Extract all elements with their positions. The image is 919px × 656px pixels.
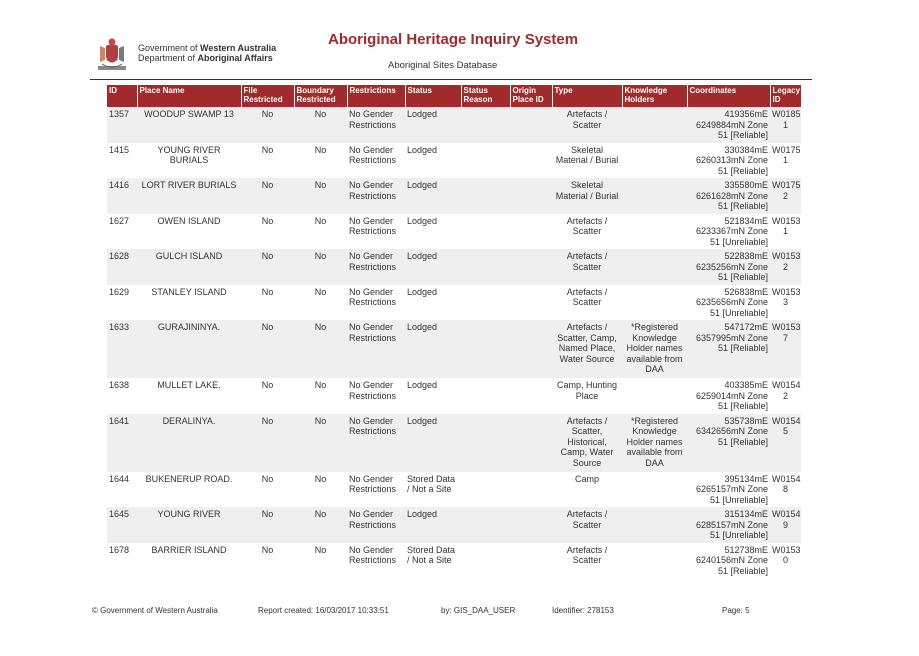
cell-status: Lodged <box>405 107 461 143</box>
cell-type: Skeletal Material / Burial <box>552 178 622 214</box>
cell-status: Stored Data / Not a Site <box>407 544 456 565</box>
cell-type: Artefacts / Scatter <box>566 286 608 307</box>
column-header: Coordinates <box>687 85 770 107</box>
cell-legacy-id: W0153 1 <box>772 215 801 236</box>
cell-file-restricted: No <box>241 107 294 143</box>
cell-type: Artefacts / Scatter <box>566 215 608 236</box>
footer-copyright: © Government of Western Australia <box>92 606 218 615</box>
cell-status-reason <box>461 414 510 472</box>
cell-id: 1638 <box>109 380 130 390</box>
cell-place-name: OWEN ISLAND <box>157 215 221 226</box>
column-header: Restrictions <box>347 85 405 107</box>
table-row <box>107 378 801 414</box>
cell-legacy-id: W0185 1 <box>770 107 801 143</box>
cell-place-name: MULLET LAKE. <box>157 380 221 390</box>
cell-type: Skeletal Material / Burial <box>555 144 619 165</box>
column-header: Status <box>405 85 461 107</box>
cell-file-restricted: No <box>261 215 274 226</box>
cell-knowledge-holders <box>622 143 687 179</box>
table-row <box>107 178 801 214</box>
cell-restrictions: No Gender Restrictions <box>349 144 397 165</box>
cell-place-name: YOUNG RIVER <box>137 507 241 543</box>
cell-origin-place-id <box>510 320 552 378</box>
cell-restrictions: No Gender Restrictions <box>347 414 405 472</box>
cell-legacy-id: W0154 2 <box>772 380 801 401</box>
cell-legacy-id: W0153 2 <box>770 249 801 285</box>
cell-boundary-restricted: No <box>294 414 347 472</box>
cell-status: Lodged <box>405 178 461 214</box>
cell-knowledge-holders <box>622 249 687 285</box>
column-header: Status Reason <box>461 85 510 107</box>
column-header: Boundary Restricted <box>294 85 347 107</box>
cell-status: Lodged <box>405 414 461 472</box>
cell-origin-place-id <box>510 414 552 472</box>
cell-file-restricted: No <box>241 414 294 472</box>
cell-id: 1357 <box>107 107 137 143</box>
cell-restrictions: No Gender Restrictions <box>349 380 397 401</box>
footer-identifier: Identifier: 278153 <box>552 606 614 615</box>
cell-boundary-restricted: No <box>314 544 327 555</box>
cell-restrictions: No Gender Restrictions <box>347 507 405 543</box>
cell-file-restricted: No <box>241 249 294 285</box>
cell-place-name: BARRIER ISLAND <box>151 544 227 555</box>
page-subtitle: Aboriginal Sites Database <box>388 60 498 71</box>
column-header: Place Name <box>137 85 241 107</box>
cell-file-restricted: No <box>261 544 274 555</box>
cell-coordinates: 512738mE 6240156mN Zone 51 [Reliable] <box>695 544 768 576</box>
cell-boundary-restricted: No <box>314 215 327 226</box>
wa-government-crest-icon <box>94 36 130 74</box>
cell-boundary-restricted: No <box>294 507 347 543</box>
cell-knowledge-holders <box>622 107 687 143</box>
cell-coordinates: 521834mE 6233367mN Zone 51 [Unreliable] <box>695 215 768 247</box>
cell-origin-place-id <box>510 285 552 321</box>
cell-legacy-id: W0153 0 <box>772 544 801 565</box>
cell-restrictions: No Gender Restrictions <box>349 473 397 494</box>
cell-coordinates: 403385mE 6259014mN Zone 51 [Reliable] <box>695 380 768 411</box>
cell-restrictions: No Gender Restrictions <box>349 286 397 307</box>
cell-restrictions: No Gender Restrictions <box>347 178 405 214</box>
cell-status-reason <box>461 143 510 179</box>
cell-place-name: BUKENERUP ROAD. <box>145 473 233 484</box>
cell-file-restricted: No <box>261 380 274 390</box>
cell-legacy-id: W0154 8 <box>772 473 801 494</box>
cell-status: Lodged <box>405 507 461 543</box>
cell-id: 1629 <box>109 286 130 297</box>
table-header-row <box>107 85 801 107</box>
cell-boundary-restricted: No <box>314 286 327 297</box>
cell-boundary-restricted: No <box>294 178 347 214</box>
cell-status: Lodged <box>407 144 438 155</box>
cell-legacy-id: W0153 7 <box>770 320 801 378</box>
cell-status: Lodged <box>407 380 438 390</box>
cell-origin-place-id <box>510 107 552 143</box>
table-row <box>107 214 801 250</box>
cell-knowledge-holders <box>622 472 687 508</box>
cell-status-reason <box>461 507 510 543</box>
cell-coordinates: 535738mE 6342656mN Zone 51 [Reliable] <box>687 414 770 472</box>
cell-origin-place-id <box>510 143 552 179</box>
cell-type: Artefacts / Scatter, Historical, Camp, Water Source <box>552 414 622 472</box>
cell-type: Artefacts / Scatter <box>566 544 608 565</box>
cell-type: Artefacts / Scatter <box>552 107 622 143</box>
cell-coordinates: 395134mE 6265157mN Zone 51 [Unreliable] <box>695 473 768 505</box>
cell-coordinates: 335580mE 6261628mN Zone 51 [Reliable] <box>687 178 770 214</box>
cell-legacy-id: W0153 3 <box>772 286 801 307</box>
cell-file-restricted: No <box>241 507 294 543</box>
cell-type: Artefacts / Scatter <box>552 249 622 285</box>
column-header: File Restricted <box>241 85 294 107</box>
cell-origin-place-id <box>510 507 552 543</box>
cell-boundary-restricted: No <box>314 380 327 390</box>
cell-knowledge-holders <box>622 378 687 414</box>
cell-status: Lodged <box>405 249 461 285</box>
column-header: Type <box>552 85 622 107</box>
cell-knowledge-holders <box>622 178 687 214</box>
column-header: ID <box>107 85 137 107</box>
cell-id: 1641 <box>107 414 137 472</box>
cell-restrictions: No Gender Restrictions <box>347 320 405 378</box>
table-row <box>107 107 801 143</box>
cell-restrictions: No Gender Restrictions <box>349 215 397 236</box>
cell-restrictions: No Gender Restrictions <box>349 544 397 565</box>
table-row <box>107 472 801 508</box>
cell-place-name: DERALINYA. <box>137 414 241 472</box>
cell-place-name: GURAJININYA. <box>137 320 241 378</box>
cell-status-reason <box>461 214 510 250</box>
header-divider <box>90 79 812 80</box>
cell-status-reason <box>461 249 510 285</box>
cell-boundary-restricted: No <box>314 473 327 484</box>
sites-table <box>107 85 802 581</box>
cell-origin-place-id <box>510 249 552 285</box>
cell-id: 1645 <box>107 507 137 543</box>
table-row <box>107 249 801 285</box>
cell-status-reason <box>461 472 510 508</box>
cell-origin-place-id <box>510 472 552 508</box>
column-header: Knowledge Holders <box>622 85 687 107</box>
cell-boundary-restricted: No <box>294 107 347 143</box>
cell-file-restricted: No <box>261 473 274 484</box>
cell-knowledge-holders: *Registered Knowledge Holder names available from DAA <box>622 414 687 472</box>
cell-place-name: GULCH ISLAND <box>137 249 241 285</box>
cell-coordinates: 522838mE 6235256mN Zone 51 [Reliable] <box>687 249 770 285</box>
cell-file-restricted: No <box>261 286 274 297</box>
cell-place-name: LORT RIVER BURIALS <box>137 178 241 214</box>
cell-place-name: YOUNG RIVER BURIALS <box>157 144 221 165</box>
footer-report-created: Report created: 16/03/2017 10:33:51 <box>258 606 389 615</box>
cell-legacy-id: W0154 9 <box>770 507 801 543</box>
cell-coordinates: 315134mE 6285157mN Zone 51 [Unreliable] <box>687 507 770 543</box>
cell-place-name: STANLEY ISLAND <box>151 286 227 297</box>
cell-type: Camp <box>574 473 599 484</box>
page-title: Aboriginal Heritage Inquiry System <box>328 31 579 48</box>
cell-legacy-id: W0175 1 <box>772 144 801 165</box>
cell-type: Camp, Hunting Place <box>556 380 618 401</box>
cell-knowledge-holders <box>622 214 687 250</box>
cell-status: Lodged <box>405 320 461 378</box>
cell-origin-place-id <box>510 214 552 250</box>
cell-coordinates: 330384mE 6260313mN Zone 51 [Reliable] <box>695 144 768 176</box>
footer-page-number: Page: 5 <box>722 606 750 615</box>
cell-origin-place-id <box>510 378 552 414</box>
cell-coordinates: 547172mE 6357995mN Zone 51 [Reliable] <box>687 320 770 378</box>
table-row <box>107 285 801 321</box>
cell-knowledge-holders <box>622 285 687 321</box>
cell-id: 1415 <box>109 144 130 155</box>
cell-coordinates: 526838mE 6235656mN Zone 51 [Unreliable] <box>695 286 768 318</box>
cell-boundary-restricted: No <box>294 320 347 378</box>
table-row <box>107 543 801 581</box>
cell-file-restricted: No <box>261 144 274 155</box>
cell-coordinates: 419356mE 6249884mN Zone 51 [Reliable] <box>687 107 770 143</box>
cell-knowledge-holders <box>622 507 687 543</box>
cell-status-reason <box>461 543 510 581</box>
cell-status-reason <box>461 107 510 143</box>
cell-status-reason <box>461 320 510 378</box>
cell-type: Artefacts / Scatter <box>552 507 622 543</box>
cell-file-restricted: No <box>241 178 294 214</box>
cell-boundary-restricted: No <box>294 249 347 285</box>
government-label: Government of Western Australia Department of Aboriginal Affairs <box>138 43 277 63</box>
cell-status: Lodged <box>407 286 438 297</box>
cell-restrictions: No Gender Restrictions <box>347 107 405 143</box>
cell-origin-place-id <box>510 543 552 581</box>
cell-status-reason <box>461 285 510 321</box>
cell-knowledge-holders: *Registered Knowledge Holder names available from DAA <box>622 320 687 378</box>
column-header: Legacy ID <box>770 85 801 107</box>
cell-id: 1633 <box>107 320 137 378</box>
cell-file-restricted: No <box>241 320 294 378</box>
cell-id: 1644 <box>109 473 130 484</box>
cell-knowledge-holders <box>622 543 687 581</box>
cell-status-reason <box>461 378 510 414</box>
cell-legacy-id: W0175 2 <box>770 178 801 214</box>
cell-id: 1627 <box>109 215 130 226</box>
cell-origin-place-id <box>510 178 552 214</box>
table-row <box>107 320 801 378</box>
cell-id: 1416 <box>107 178 137 214</box>
cell-id: 1628 <box>107 249 137 285</box>
table-row <box>107 507 801 543</box>
cell-status-reason <box>461 178 510 214</box>
cell-status: Lodged <box>407 215 438 226</box>
footer-user: by: GIS_DAA_USER <box>441 606 516 615</box>
cell-status: Stored Data / Not a Site <box>407 473 456 494</box>
cell-type: Artefacts / Scatter, Camp, Named Place, Water Source <box>552 320 622 378</box>
cell-legacy-id: W0154 5 <box>770 414 801 472</box>
column-header: Origin Place ID <box>510 85 552 107</box>
table-row <box>107 414 801 472</box>
table-row <box>107 143 801 179</box>
cell-id: 1678 <box>109 544 130 555</box>
cell-restrictions: No Gender Restrictions <box>347 249 405 285</box>
cell-place-name: WOODUP SWAMP 13 <box>137 107 241 143</box>
cell-boundary-restricted: No <box>314 144 327 155</box>
